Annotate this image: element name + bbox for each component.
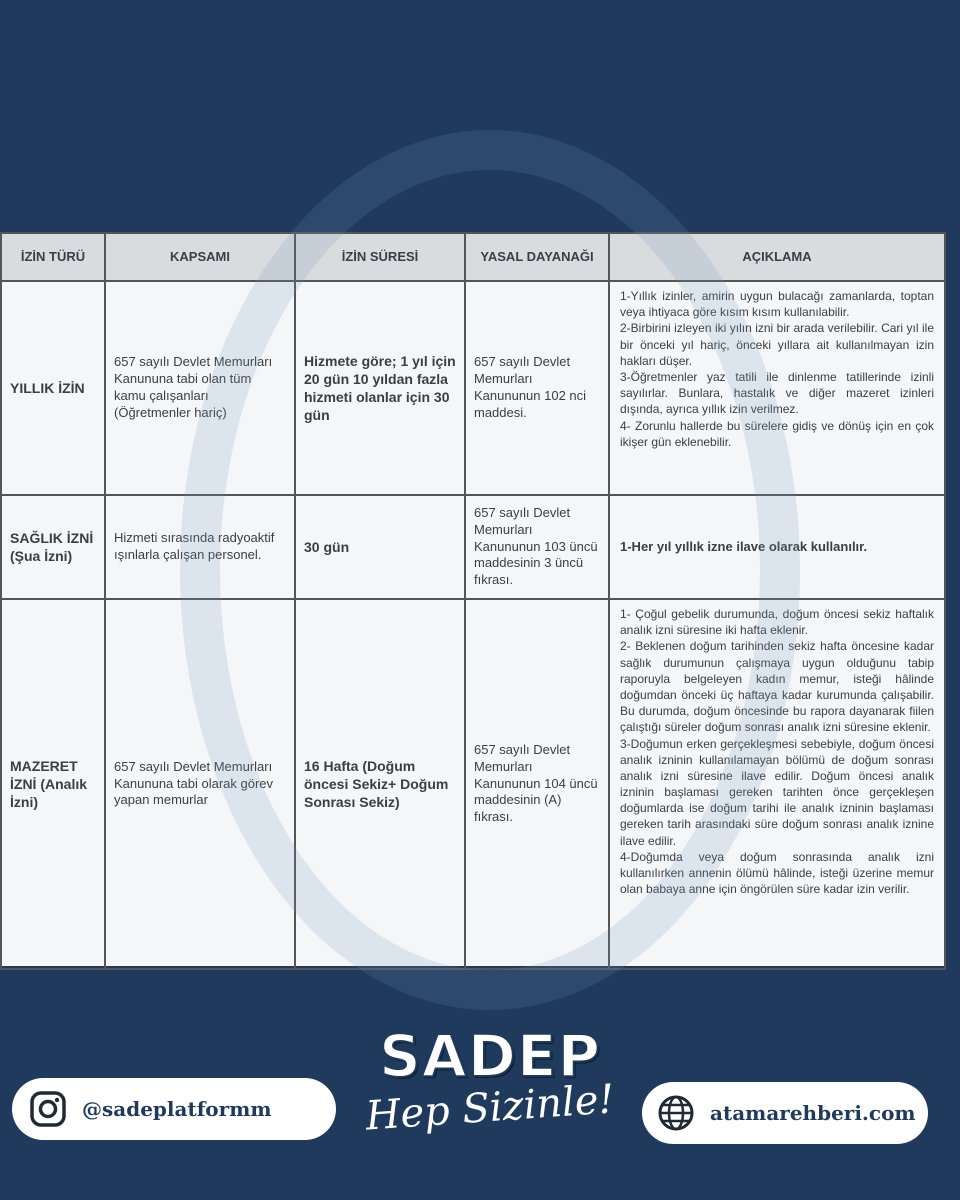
instagram-handle: @sadeplatformm [82,1097,272,1121]
leave-table [0,232,946,970]
website-url: atamarehberi.com [710,1101,916,1125]
table-row [1,495,945,599]
website-link[interactable] [642,1082,928,1144]
header-leave-type: İZİN TÜRÜ [1,233,105,281]
explanation-item: 1-Yıllık izinler, amirin uygun bulacağı zamanlarda, toptan veya ihtiyaca göre kısım kısım kullanılabilir. [620,289,934,320]
leave-scope: 657 sayılı Devlet Memurları Kanununa tabi olarak görev yapan memurlar [105,599,295,969]
explanation-item: 4- Zorunlu hallerde bu sürelere gidiş ve dönüş için en çok ikişer gün eklenebilir. [620,418,934,449]
leave-type: YILLIK İZİN [1,281,105,495]
leave-explanation [609,599,945,969]
leave-type: MAZERET İZNİ (Analık İzni) [1,599,105,969]
leave-legal-basis: 657 sayılı Devlet Memurları Kanununun 104 üncü maddesinin (A) fıkrası. [465,599,609,969]
header-duration: İZİN SÜRESİ [295,233,465,281]
explanation-item: 1- Çoğul gebelik durumunda, doğum öncesi sekiz haftalık analık izni süresine iki hafta eklenir. [620,607,934,638]
leave-legal-basis: 657 sayılı Devlet Memurları Kanununun 103 üncü maddesinin 3 üncü fıkrası. [465,495,609,599]
header-explanation: AÇIKLAMA [609,233,945,281]
explanation-item: 4-Doğumda veya doğum sonrasında analık izni kullanılırken annenin ölümü hâlinde, isteği üzerine memur olan babaya anne için öngörülen süre kadar izin verilir. [620,849,934,897]
table-header-row [1,233,945,281]
brand-slogan: Hep Sizinle! [364,1076,616,1140]
header-legal-basis: YASAL DAYANAĞI [465,233,609,281]
leave-type: SAĞLIK İZNİ (Şua İzni) [1,495,105,599]
leave-explanation [609,495,945,599]
instagram-link[interactable] [12,1078,336,1140]
leave-scope: 657 sayılı Devlet Memurları Kanununa tabi olan tüm kamu çalışanları (Öğretmenler hariç) [105,281,295,495]
leave-legal-basis: 657 sayılı Devlet Memurları Kanununun 102 nci maddesi. [465,281,609,495]
table-row [1,281,945,495]
leave-scope: Hizmeti sırasında radyoaktif ışınlarla çalışan personel. [105,495,295,599]
leave-duration: Hizmete göre; 1 yıl için 20 gün 10 yıldan fazla hizmeti olanlar için 30 gün [295,281,465,495]
brand-logo: SADEP [379,1022,601,1090]
instagram-icon [28,1089,68,1129]
explanation-item: 2- Beklenen doğum tarihinden sekiz hafta öncesine kadar sağlık durumunun çalışmaya uygun olduğunu tabip raporuyla belgeleyen kadın memur, isteği hâlinde doğumdan önceki üç haftaya kadar kurumunda çalışabilir. Bu durumda, doğum öncesinde bu rapora dayanarak fiilen çalıştığı süreler doğum sonrası analık izni süresine eklenir. [620,639,934,735]
leave-duration: 30 gün [295,495,465,599]
header-scope: KAPSAMI [105,233,295,281]
explanation-item: 1-Her yıl yıllık izne ilave olarak kullanılır. [620,539,868,555]
leave-explanation [609,281,945,495]
header-band [0,0,960,232]
leave-duration: 16 Hafta (Doğum öncesi Sekiz+ Doğum Sonrası Sekiz) [295,599,465,969]
table-row [1,599,945,969]
explanation-item: 2-Birbirini izleyen iki yılın izni bir arada verilebilir. Cari yıl ile bir önceki yıl hariç, önceki yıllara ait kullanılmayan izin hakları düşer. [620,321,934,368]
explanation-item: 3-Öğretmenler yaz tatili ile dinlenme tatillerinde izinli sayılırlar. Bunlara, hastalık ve diğer mazeret izinleri dışında, ayrıca yıllık izin verilmez. [620,369,934,417]
globe-icon [656,1093,696,1133]
leave-table-image [0,232,944,966]
explanation-item: 3-Doğumun erken gerçekleşmesi sebebiyle, doğum öncesi analık izninin kullanılamayan bölümü de doğum sonrası analık izni süresine ilave edilir. Doğum öncesi analık izninin başlaması gereken tarihten önce gerçekleşen doğumlarda ise doğum tarihi ile analık izninin başlaması gereken tarih arasındaki süre doğum sonrası analık iznine ilave edilir. [620,736,934,848]
